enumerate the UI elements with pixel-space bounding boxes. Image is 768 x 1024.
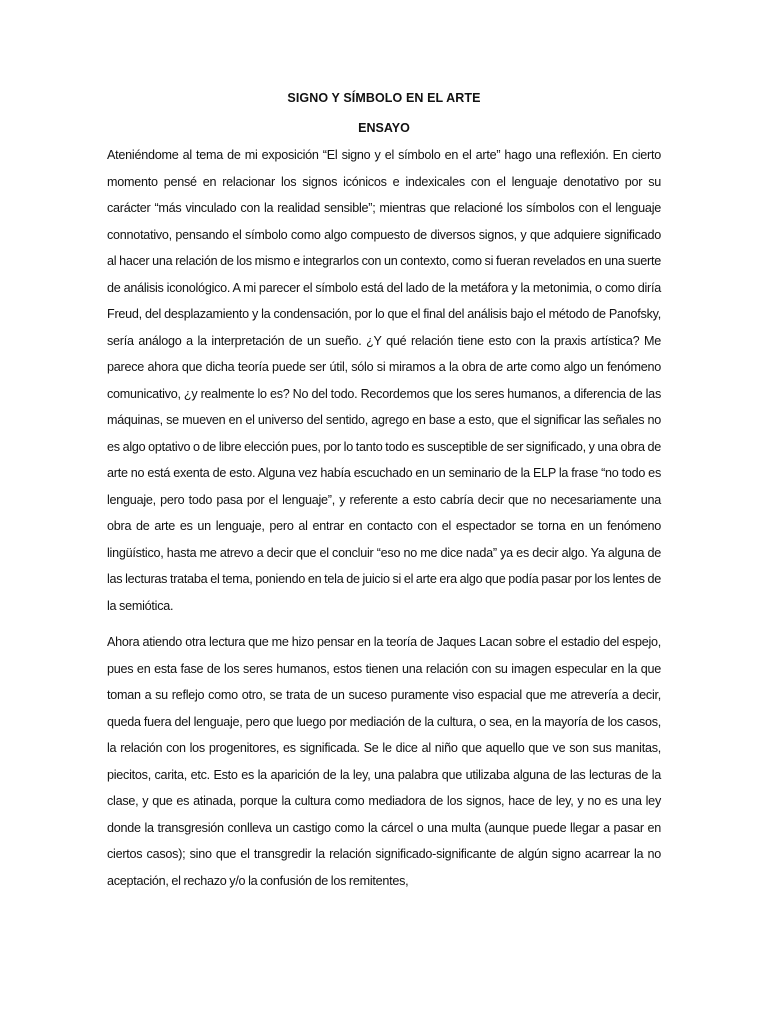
paragraph-2: Ahora atiendo otra lectura que me hizo pensar en la teoría de Jaques Lacan sobre el estadio del espejo, pues en esta fase de los seres humanos, estos tienen una relación con su imagen especular en la que toman a su reflejo como otro, se trata de un suceso puramente viso espacial que me atrevería a decir, queda fuera del lenguaje, pero que luego por mediación de la cultura, o sea, en la mayoría de los casos, la relación con los progenitores, es significada. Se le dice al niño que aquello que ve son sus manitas, piecitos, carita, etc. Esto es la aparición de la ley, una palabra que utilizaba alguna de las lecturas de la clase, y que es atinada, porque la cultura como mediadora de los signos, hace de ley, y no es una ley donde la transgresión conlleva un castigo como la cárcel o una multa (aunque puede llegar a pasar en ciertos casos); sino que el transgredir la relación significado-significante de algún signo acarrear la no aceptación, el rechazo y/o la confusión de los remitentes, — [107, 635, 661, 888]
document-title: SIGNO Y SÍMBOLO EN EL ARTE — [287, 91, 481, 105]
paragraph-1: Ateniéndome al tema de mi exposición “El signo y el símbolo en el arte” hago una reflexión. En cierto momento pensé en relacionar los signos icónicos e indexicales con el lenguaje denotativo por su carácter “más vinculado con la realidad sensible”; mientras que relacioné los símbolos con el lenguaje connotativo, pensando el símbolo como algo compuesto de diversos signos, y que adquiere significado al hacer una relación de los mismo e integrarlos con un contexto, como si fueran revelados en una suerte de análisis iconológico. A mi parecer el símbolo está del lado de la metáfora y la metonimia, o como diría Freud, del desplazamiento y la condensación, por lo que el final del análisis bajo el método de Panofsky, sería análogo a la interpretación de un sueño. ¿Y qué relación tiene esto con la praxis artística? Me parece ahora que dicha teoría puede ser útil, sólo si miramos a la obra de arte como algo un fenómeno comunicativo, ¿y realmente lo es? No del todo. Recordemos que los seres humanos, a diferencia de las máquinas, se mueven en el universo del sentido, agrego en base a esto, que el significar las señales no es algo optativo o de libre elección pues, por lo tanto todo es susceptible de ser significado, y una obra de arte no está exenta de esto. Alguna vez había escuchado en un seminario de la ELP la frase “no todo es lenguaje, pero todo pasa por el lenguaje”, y referente a esto cabría decir que no necesariamente una obra de arte es un lenguaje, pero al entrar en contacto con el espectador se torna en un fenómeno lingüístico, hasta me atrevo a decir que el concluir “eso no me dice nada” ya es decir algo. Ya alguna de las lecturas trataba el tema, poniendo en tela de juicio si el arte era algo que podía pasar por los lentes de la semiótica. — [107, 148, 661, 613]
document-body — [107, 90, 661, 904]
document-subtitle: ENSAYO — [358, 121, 410, 135]
